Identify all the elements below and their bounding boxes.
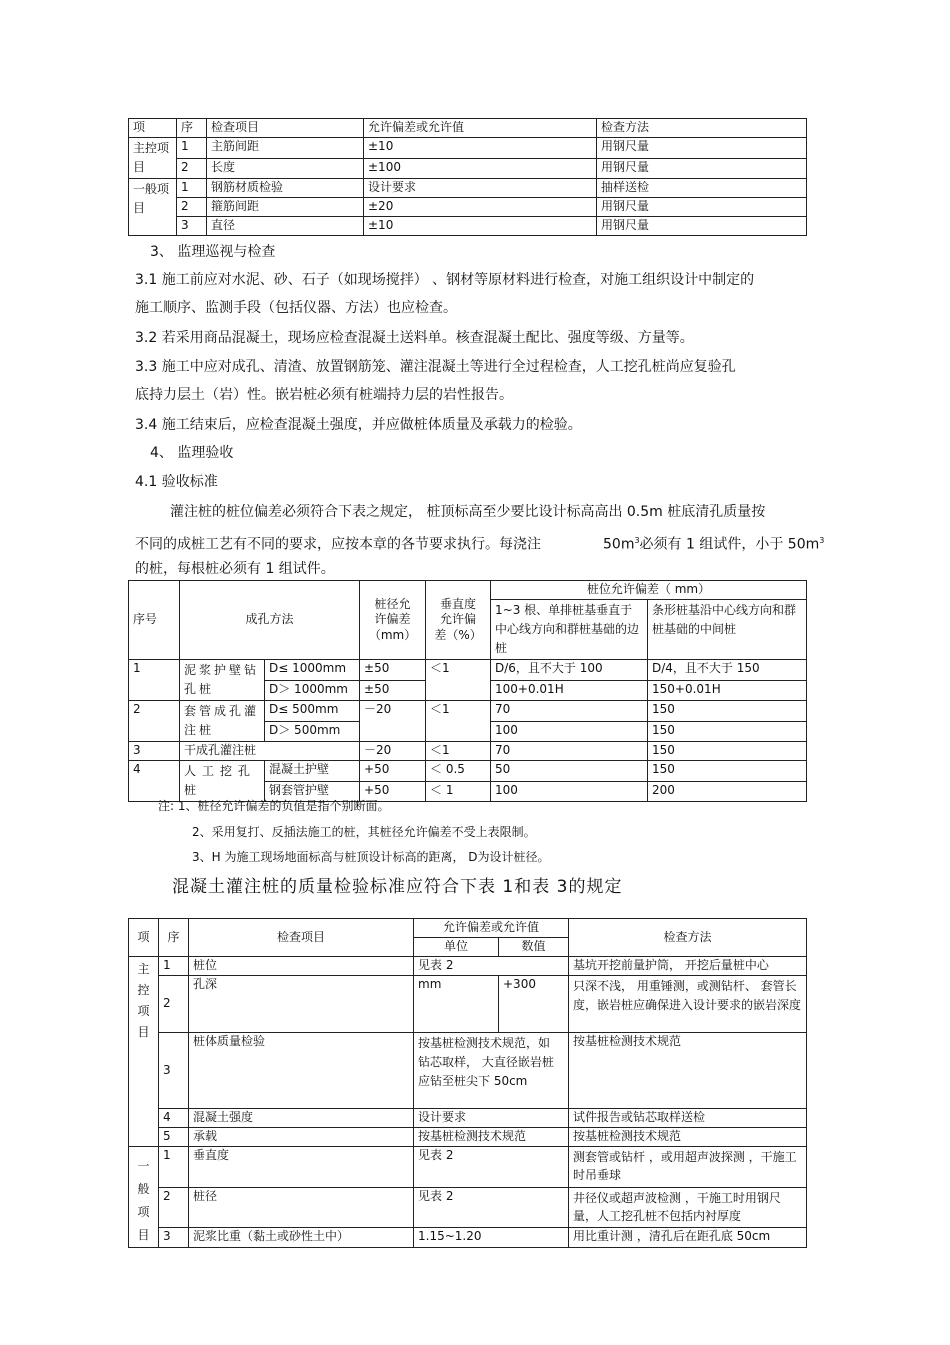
note-3: 3、H 为施工现场地面标高与桩顶设计标高的距离， D为设计桩径。: [192, 850, 550, 864]
table-cell: D＞ 500mm: [265, 721, 360, 742]
table-cell: 1.15~1.20: [414, 1228, 569, 1248]
header-line: 桩径允: [374, 596, 411, 611]
group-label-char: 控: [137, 983, 150, 997]
table-cell: 孔深: [189, 976, 414, 1033]
header-item: 项: [129, 119, 177, 138]
table-cell: 人工挖孔桩: [180, 761, 265, 802]
table-cell: 只深不浅， 用重锤测，或测钻杆、 套管长度，嵌岩桩应确保进入设计要求的嵌岩深度: [569, 976, 807, 1033]
table-cell: ±50: [360, 660, 426, 681]
table-cell: 100+0.01H: [491, 680, 648, 701]
table-cell: 3: [177, 217, 207, 236]
table-cell: －20: [360, 742, 426, 761]
table-cell: ＜ 1: [426, 781, 491, 802]
table-cell: 100: [491, 721, 648, 742]
table-cell: 用钢尺量: [597, 138, 807, 159]
quality-inspection-table: [128, 918, 807, 1248]
table-cell: 主筋间距: [207, 138, 364, 159]
paragraph: 灌注桩的桩位偏差必须符合下表之规定， 桩顶标高至少要比设计标高高出 0.5m 桩底清孔质量按: [170, 504, 766, 520]
table-cell: 钢筋材质检验: [207, 179, 364, 198]
text-span: 50m: [603, 536, 635, 553]
table-cell: 4: [159, 1109, 189, 1128]
table-cell: 100: [491, 781, 648, 802]
table-cell: ±50: [360, 680, 426, 701]
table-cell: 垂直度: [189, 1147, 414, 1188]
header-line: 垂直度: [440, 596, 477, 611]
table-cell: 桩径: [189, 1187, 414, 1228]
table-cell: ±10: [364, 217, 597, 236]
header-seq: 序: [159, 919, 189, 957]
header-method: 检查方法: [569, 919, 807, 957]
group-label-char: 目: [137, 1025, 150, 1039]
general-group: 一般项目: [129, 179, 177, 236]
table-cell: 150: [648, 742, 807, 761]
main-control-group: [129, 957, 159, 1147]
group-label-char: 项: [137, 1205, 150, 1219]
group-label-char: 般: [137, 1182, 150, 1196]
header-edge-pile: 1~3 根、单排桩基垂直于中心线方向和群桩基础的边桩: [491, 600, 648, 660]
paragraph: 3.2 若采用商品混凝土，现场应检查混凝土送料单。核查混凝土配比、强度等级、方量等。: [135, 330, 694, 346]
header-verticality: [426, 581, 491, 660]
table-cell: 见表 2: [414, 1147, 569, 1188]
table-cell: 承载: [189, 1128, 414, 1147]
table-cell: ＜1: [426, 701, 491, 742]
superscript: 3: [634, 536, 640, 545]
header-item: 项: [129, 919, 159, 957]
group-label-char: 主: [137, 962, 150, 976]
note-2: 2、采用复打、反插法施工的桩，其桩径允许偏差不受上表限制。: [192, 825, 536, 839]
header-diameter-tolerance: [360, 581, 426, 660]
table-cell: 长度: [207, 158, 364, 179]
table-cell: ±100: [364, 158, 597, 179]
header-value: 数值: [499, 938, 569, 957]
table-cell: 用比重计测 ，清孔后在距孔底 50cm: [569, 1228, 807, 1248]
header-check-item: 检查项目: [207, 119, 364, 138]
table-cell: 箍筋间距: [207, 198, 364, 217]
table-cell: D≤ 1000mm: [265, 660, 360, 681]
table-cell: 按基桩检测技术规范，如钻芯取样， 大直径嵌岩桩应钻至桩尖下 50cm: [414, 1033, 569, 1109]
steel-cage-tolerance-table: [128, 118, 807, 236]
table-cell: 桩位: [189, 957, 414, 976]
main-control-group: 主控项目: [129, 138, 177, 179]
table-cell: 混凝土强度: [189, 1109, 414, 1128]
superscript: 3: [819, 536, 825, 545]
header-line: （mm）: [368, 627, 417, 642]
header-position-tolerance: 桩位允许偏差（ mm）: [491, 581, 807, 600]
group-label: [129, 957, 158, 1043]
table-cell: +300: [499, 976, 569, 1033]
header-seq: 序: [177, 119, 207, 138]
table-cell: 测套管或钻杆 ，或用超声波探测 ，干施工时吊垂球: [569, 1147, 807, 1188]
table-cell: 泥浆比重（黏土或砂性土中）: [189, 1228, 414, 1248]
table-cell: 1: [159, 957, 189, 976]
table-cell: 2: [159, 976, 189, 1033]
table-cell: 1: [159, 1147, 189, 1188]
table-cell: 基坑开挖前量护筒， 开挖后量桩中心: [569, 957, 807, 976]
table-cell: D≤ 500mm: [265, 701, 360, 722]
group-label: [129, 1147, 158, 1247]
header-tolerance: 允许偏差或允许值: [364, 119, 597, 138]
table-cell: 钢套管护壁: [265, 781, 360, 802]
header-unit: 单位: [414, 938, 499, 957]
header-line: 允许偏: [440, 612, 477, 627]
table-cell: D＞ 1000mm: [265, 680, 360, 701]
general-group: [129, 1147, 159, 1248]
table-cell: 3: [159, 1033, 189, 1109]
table-cell: 井径仪或超声波检测 ，干施工时用钢尺量，人工挖孔桩不包括内衬厚度: [569, 1187, 807, 1228]
table-cell: 2: [129, 701, 180, 742]
table-cell: 4: [129, 761, 180, 802]
table-cell: 设计要求: [414, 1109, 569, 1128]
table-cell: 1: [129, 660, 180, 701]
table-cell: 150: [648, 761, 807, 782]
table-cell: 1: [177, 138, 207, 159]
table-cell: 3: [129, 742, 180, 761]
table-cell: D/4，且不大于 150: [648, 660, 807, 681]
paragraph: 底持力层土（岩）性。嵌岩桩必须有桩端持力层的岩性报告。: [135, 387, 513, 403]
table-cell: 桩体质量检验: [189, 1033, 414, 1109]
table-cell: 设计要求: [364, 179, 597, 198]
pile-position-tolerance-table: [128, 580, 807, 802]
table-cell: 混凝土护壁: [265, 761, 360, 782]
table-cell: +50: [360, 761, 426, 782]
section-3-title: 3、 监理巡视与检查: [150, 244, 276, 260]
table-cell: 按基桩检测技术规范: [569, 1033, 807, 1109]
header-seq: 序号: [129, 581, 180, 660]
table-cell: 70: [491, 742, 648, 761]
table-cell: 见表 2: [414, 957, 569, 976]
table-cell: 150: [648, 721, 807, 742]
header-check-item: 检查项目: [189, 919, 414, 957]
table-cell: 5: [159, 1128, 189, 1147]
paragraph: 3.3 施工中应对成孔、清渣、放置钢筋笼、灌注混凝土等进行全过程检查，人工挖孔桩尚应复验孔: [135, 359, 736, 375]
note-1: 注: 1、桩径允许偏差的负值是指个别断面。: [158, 799, 390, 813]
header-method: 成孔方法: [180, 581, 360, 660]
header-line: 许偏差: [374, 612, 411, 627]
header-tolerance: 允许偏差或允许值: [414, 919, 569, 938]
group-label-char: 目: [137, 1228, 150, 1242]
header-line: 差（%）: [434, 627, 482, 642]
table-cell: 150+0.01H: [648, 680, 807, 701]
table-cell: mm: [414, 976, 499, 1033]
table-cell: 用钢尺量: [597, 198, 807, 217]
table-cell: 70: [491, 701, 648, 722]
header-middle-pile: 条形桩基沿中心线方向和群桩基础的中间桩: [648, 600, 807, 660]
table-cell: ＜ 0.5: [426, 761, 491, 782]
text-span: 必须有 1 组试件，小于 50m: [639, 536, 820, 553]
table-cell: 泥浆护壁钻孔桩: [180, 660, 265, 701]
table-cell: 50: [491, 761, 648, 782]
paragraph: [135, 531, 824, 555]
paragraph: 施工顺序、监测手段（包括仪器、方法）也应检查。: [135, 300, 457, 316]
paragraph: 的桩，每根桩必须有 1 组试件。: [135, 561, 335, 577]
table-cell: 2: [159, 1187, 189, 1228]
table-cell: －20: [360, 701, 426, 742]
subsection-title: 4.1 验收标准: [135, 474, 218, 490]
table-cell: +50: [360, 781, 426, 802]
table-cell: 3: [159, 1228, 189, 1248]
table-cell: ±10: [364, 138, 597, 159]
table-cell: 2: [177, 158, 207, 179]
table-cell: 按基桩检测技术规范: [569, 1128, 807, 1147]
paragraph: 3.4 施工结束后，应检查混凝土强度，并应做桩体质量及承载力的检验。: [135, 417, 582, 433]
table-cell: 套管成孔灌注桩: [180, 701, 265, 742]
group-label-char: 一: [137, 1159, 150, 1173]
table-cell: 用钢尺量: [597, 217, 807, 236]
table-cell: 200: [648, 781, 807, 802]
section-heading: 混凝土灌注桩的质量检验标准应符合下表 1和表 3的规定: [172, 877, 623, 897]
table-cell: D/6，且不大于 100: [491, 660, 648, 681]
table-cell: 按基桩检测技术规范: [414, 1128, 569, 1147]
section-4-title: 4、 监理验收: [150, 445, 234, 461]
table-cell: 1: [177, 179, 207, 198]
paragraph: 3.1 施工前应对水泥、砂、石子（如现场搅拌） 、钢材等原材料进行检查，对施工组织设计中制定的: [135, 272, 755, 288]
group-label-char: 项: [137, 1004, 150, 1018]
header-method: 检查方法: [597, 119, 807, 138]
table-cell: 150: [648, 701, 807, 722]
table-cell: 见表 2: [414, 1187, 569, 1228]
text-span: 不同的成桩工艺有不同的要求，应按本章的各节要求执行。每浇注: [135, 536, 541, 553]
table-cell: ＜1: [426, 742, 491, 761]
table-cell: 2: [177, 198, 207, 217]
table-cell: 直径: [207, 217, 364, 236]
table-cell: 抽样送检: [597, 179, 807, 198]
table-cell: 用钢尺量: [597, 158, 807, 179]
table-cell: ＜1: [426, 660, 491, 701]
table-cell: ±20: [364, 198, 597, 217]
table-cell: 干成孔灌注桩: [180, 742, 360, 761]
table-cell: 试件报告或钻芯取样送检: [569, 1109, 807, 1128]
